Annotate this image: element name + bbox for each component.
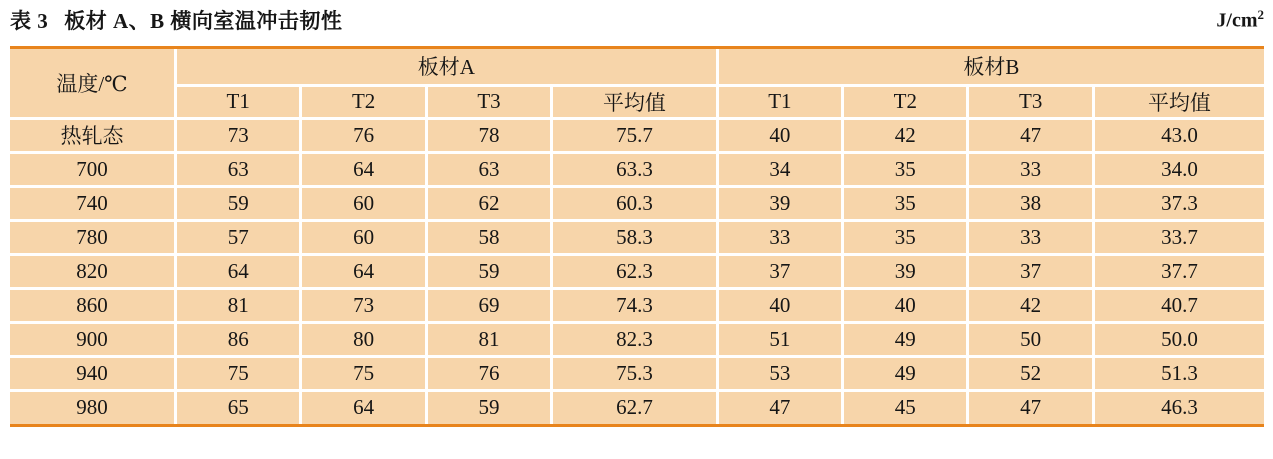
value-cell: 58 [426, 220, 551, 254]
plate-b-group-header: 板材B [717, 49, 1264, 85]
col-header-b-t1: T1 [717, 85, 842, 118]
value-cell: 35 [843, 186, 968, 220]
table-row [10, 254, 1264, 288]
value-cell: 53 [717, 356, 842, 390]
value-cell: 59 [426, 254, 551, 288]
value-cell: 62 [426, 186, 551, 220]
value-cell: 59 [426, 390, 551, 424]
value-cell: 37 [968, 254, 1093, 288]
table-row [10, 390, 1264, 424]
value-cell: 64 [301, 390, 426, 424]
value-cell: 57 [176, 220, 301, 254]
value-cell: 49 [843, 356, 968, 390]
temperature-column-header: 温度/℃ [10, 49, 176, 118]
table-row [10, 152, 1264, 186]
value-cell: 63.3 [552, 152, 718, 186]
table-title: 板材 A、B 横向室温冲击韧性 [64, 9, 343, 33]
value-cell: 62.3 [552, 254, 718, 288]
value-cell: 75 [301, 356, 426, 390]
value-cell: 47 [968, 118, 1093, 152]
impact-toughness-table [10, 49, 1264, 424]
value-cell: 63 [426, 152, 551, 186]
value-cell: 37 [717, 254, 842, 288]
value-cell: 42 [843, 118, 968, 152]
value-cell: 64 [301, 152, 426, 186]
col-header-a-avg: 平均值 [552, 85, 718, 118]
value-cell: 50.0 [1093, 322, 1264, 356]
value-cell: 33 [968, 220, 1093, 254]
row-label: 940 [10, 356, 176, 390]
value-cell: 51 [717, 322, 842, 356]
value-cell: 73 [176, 118, 301, 152]
table-body [10, 118, 1264, 424]
unit-superscript: 2 [1257, 7, 1264, 22]
row-label: 700 [10, 152, 176, 186]
table-row [10, 186, 1264, 220]
value-cell: 35 [843, 152, 968, 186]
value-cell: 60.3 [552, 186, 718, 220]
value-cell: 38 [968, 186, 1093, 220]
value-cell: 75.3 [552, 356, 718, 390]
value-cell: 50 [968, 322, 1093, 356]
table-header [10, 49, 1264, 118]
value-cell: 34 [717, 152, 842, 186]
value-cell: 39 [843, 254, 968, 288]
value-cell: 81 [426, 322, 551, 356]
value-cell: 76 [426, 356, 551, 390]
value-cell: 45 [843, 390, 968, 424]
value-cell: 74.3 [552, 288, 718, 322]
value-cell: 75 [176, 356, 301, 390]
value-cell: 33.7 [1093, 220, 1264, 254]
col-header-a-t1: T1 [176, 85, 301, 118]
value-cell: 40 [717, 288, 842, 322]
table-row [10, 118, 1264, 152]
value-cell: 47 [717, 390, 842, 424]
value-cell: 86 [176, 322, 301, 356]
data-table-wrapper [10, 46, 1264, 427]
row-label: 热轧态 [10, 118, 176, 152]
unit-base: J/cm [1216, 9, 1258, 32]
row-label: 860 [10, 288, 176, 322]
value-cell: 69 [426, 288, 551, 322]
value-cell: 64 [176, 254, 301, 288]
value-cell: 75.7 [552, 118, 718, 152]
value-cell: 73 [301, 288, 426, 322]
table-row [10, 220, 1264, 254]
value-cell: 63 [176, 152, 301, 186]
value-cell: 42 [968, 288, 1093, 322]
table-number: 表 3 [10, 9, 49, 33]
value-cell: 40.7 [1093, 288, 1264, 322]
value-cell: 58.3 [552, 220, 718, 254]
value-cell: 43.0 [1093, 118, 1264, 152]
plate-a-group-header: 板材A [176, 49, 718, 85]
col-header-b-t2: T2 [843, 85, 968, 118]
row-label: 900 [10, 322, 176, 356]
value-cell: 60 [301, 186, 426, 220]
col-header-a-t3: T3 [426, 85, 551, 118]
value-cell: 78 [426, 118, 551, 152]
table-caption-row [10, 5, 1264, 35]
col-header-b-avg: 平均值 [1093, 85, 1264, 118]
value-cell: 34.0 [1093, 152, 1264, 186]
value-cell: 52 [968, 356, 1093, 390]
col-header-a-t2: T2 [301, 85, 426, 118]
value-cell: 40 [843, 288, 968, 322]
row-label: 980 [10, 390, 176, 424]
table-row [10, 322, 1264, 356]
unit-label [1216, 5, 1264, 33]
header-sub-row [10, 85, 1264, 118]
value-cell: 60 [301, 220, 426, 254]
value-cell: 76 [301, 118, 426, 152]
value-cell: 64 [301, 254, 426, 288]
row-label: 780 [10, 220, 176, 254]
value-cell: 80 [301, 322, 426, 356]
value-cell: 65 [176, 390, 301, 424]
value-cell: 37.7 [1093, 254, 1264, 288]
value-cell: 33 [968, 152, 1093, 186]
value-cell: 37.3 [1093, 186, 1264, 220]
value-cell: 59 [176, 186, 301, 220]
value-cell: 62.7 [552, 390, 718, 424]
row-label: 820 [10, 254, 176, 288]
col-header-b-t3: T3 [968, 85, 1093, 118]
value-cell: 39 [717, 186, 842, 220]
value-cell: 40 [717, 118, 842, 152]
value-cell: 46.3 [1093, 390, 1264, 424]
table-caption [10, 5, 342, 35]
value-cell: 33 [717, 220, 842, 254]
value-cell: 47 [968, 390, 1093, 424]
value-cell: 51.3 [1093, 356, 1264, 390]
value-cell: 81 [176, 288, 301, 322]
header-group-row [10, 49, 1264, 85]
value-cell: 35 [843, 220, 968, 254]
row-label: 740 [10, 186, 176, 220]
value-cell: 49 [843, 322, 968, 356]
value-cell: 82.3 [552, 322, 718, 356]
table-row [10, 356, 1264, 390]
table-row [10, 288, 1264, 322]
